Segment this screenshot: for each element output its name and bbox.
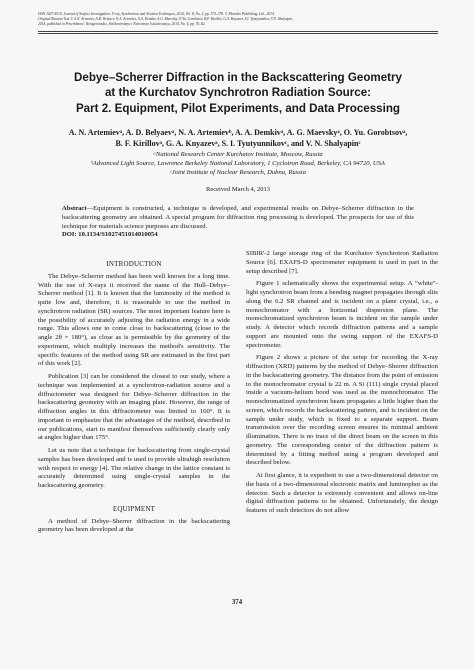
title-line: Part 2. Equipment, Pilot Experiments, and Data Processing [75, 101, 401, 115]
author-line: A. N. Artemievᵃ, A. D. Belyaevᵃ, N. A. Artemievᵇ, A. A. Demkivᵃ, A. G. Maevskyᵃ, O. Yu. Gorobtsovᵃ, [68, 128, 408, 137]
paragraph: Publication [3] can be considered the closest to our study, where a technique was implemented at a synchrotron-radiation source and a diffractometer was designed for Debye–Scherrer diffraction in the backscattering geometry with an imaging plate. However, the range of diffraction angles in this diffractometer was limited to 160°. It is important to emphasize that the advantages of the method, described in our publications, start to manifest themselves sufficiently clearly only at angles higher than 175°. [38, 373, 230, 442]
abstract-label: Abstract [62, 205, 87, 212]
paragraph: At first glance, it is expedient to use a two-dimensional detector on the basis of a two-dimensional electronic matrix and luminophor as the detector. Such a detector is extremely convenient and allows on-line digital diffraction patterns to be obtained. Unfortunately, the design features of such detectors do not allow [246, 472, 438, 514]
author-list [36, 128, 440, 149]
abstract-text: —Equipment is constructed, a technique is developed, and experimental results on Debye–Scherrer diffraction in the backscattering geometry are obtained. A special program for diffraction ring processing is developed. The prospects for use of this technique for materials science purposes are discussed. [62, 205, 414, 230]
title-line: at the Kurchatov Synchrotron Radiation Source: [104, 86, 372, 100]
title-line: Debye–Scherrer Diffraction in the Backscattering Geometry [74, 71, 402, 84]
paragraph: Figure 2 shows a picture of the setup for recording the X-ray diffraction (XRD) patterns by the method of Debye–Sherrer diffraction in the backscattering geometry. The distance from the point of emission to the monochromator crystal is 22 m. A Si (111) single crystal placed inside a vacuum-helium hood was used as the monochromator. The monochromatized synchrotron beam propagates a little higher than the screen, which records the backscattering pattern, and is incident on the sample under study, which is fixed to a separate support. Beam transmission over the recording screen ensures its minimal ambient illumination. There is no trace of the direct beam on the screen in this geometry. The corresponding center of the diffraction pattern is determined by a fitting method using a program developed and described below. [246, 354, 438, 467]
right-column [246, 250, 438, 516]
paragraph: Let us note that a technique for backscattering from single-crystal samples has been developed and is used to provide ultrahigh resolution with respect to energy [4]. The relative change in the lattice constant is accurately determined using single-crystal samples in the backscattering geometry. [38, 447, 230, 489]
page-number: 374 [231, 599, 243, 606]
doi: DOI: 10.1134/S1027451014010054 [62, 231, 158, 239]
section-heading-introduction: INTRODUCTION [106, 260, 162, 268]
paragraph: Figure 1 schematically shows the experimental setup. A “white”-light synchrotron beam from a bending magnet propagates through slits along the 6.2 SR channel and is incident on a plane crystal, i.e., a monochromator with a horizontal dispersion plane. The monochromatized synchrotron beam is incident on the sample under study. A detector which records diffraction patterns and a sample support are mounted onto the swing support of the EXAFS-D spectrometer. [246, 280, 438, 349]
affiliation-list [36, 150, 440, 178]
affiliation: ᵇAdvanced Light Source, Lawrence Berkeley National Laboratory, 1 Cyclotron Road, Berkeley, CA 94720, USA [91, 160, 385, 168]
section-heading-equipment: EQUIPMENT [112, 504, 156, 513]
header-line: Original Russian Text © A.N. Artemiev, A.D. Belyaev, N.A. Artemiev, A.A. Demkiv, A.G. Maevsky, O.Yu. Gorobtsov, B.F. Kirillov, G.A. Knyazev, S.I. Tyutyunnikov, V.N. Shalyapin, [38, 17, 294, 22]
paper-title [36, 70, 440, 116]
header-rule-2 [38, 33, 438, 34]
abstract [62, 205, 414, 240]
header-line: 2014, published in Poverkhnost'. Rentgenovskie, Sinkhrotronnye i Neitronnye Issledovaniya, 2014, No. 4, pp. 76–82. [38, 22, 206, 27]
left-column [38, 254, 230, 535]
received-date: Received March 4, 2013 [206, 186, 270, 193]
header-rule [38, 31, 438, 32]
affiliation: ᶜJoint Institute of Nuclear Research, Dubna, Russia [170, 169, 306, 177]
paragraph: A method of Debye–Sherrer diffraction in the backscattering geometry has been developed at the [38, 517, 230, 534]
header-line: ISSN 1027-4510, Journal of Surface Investigation. X-ray, Synchrotron and Neutron Techniques, 2014, Vol. 8, No. 2, pp. 374–378. © Pleiades Publishing, Ltd., 2014. [38, 12, 275, 16]
affiliation: ᵃNational Research Center Kurchatov Institute, Moscow, Russia [153, 151, 323, 158]
author-line: B. F. Kirillovᵃ, G. A. Knyazevᵃ, S. I. Tyutyunnikovᶜ, and V. N. Shalyapinᶜ [115, 138, 361, 148]
paragraph: SIBIR'-2 large storage ring of the Kurchatov Synchrotron Radiation Source [6]. EXAFS-D spectrometer equipment is used in part in the setup described [7]. [246, 250, 438, 275]
paragraph: The Debye–Scherrer method has been well known for a long time. With the use of X-rays it received the name of the Hull–Debye–Scherrer method [1]. It is known that the luminosity of the method is quite low and, therefore, it is reasonable to use the method in synchrotron radiation (SR) sources. The most important feature here is the possibility of accurately adjusting the radiation energy in a wide range. This allows one to come close to backscattering (close to the angle 2θ = 180°), as close as is permissible by the geometry of the experiment, which multiply increases the method's sensitivity. The specific features of the method using SR are estimated in the first part of this work [2]. [38, 272, 230, 368]
journal-header [38, 12, 438, 28]
